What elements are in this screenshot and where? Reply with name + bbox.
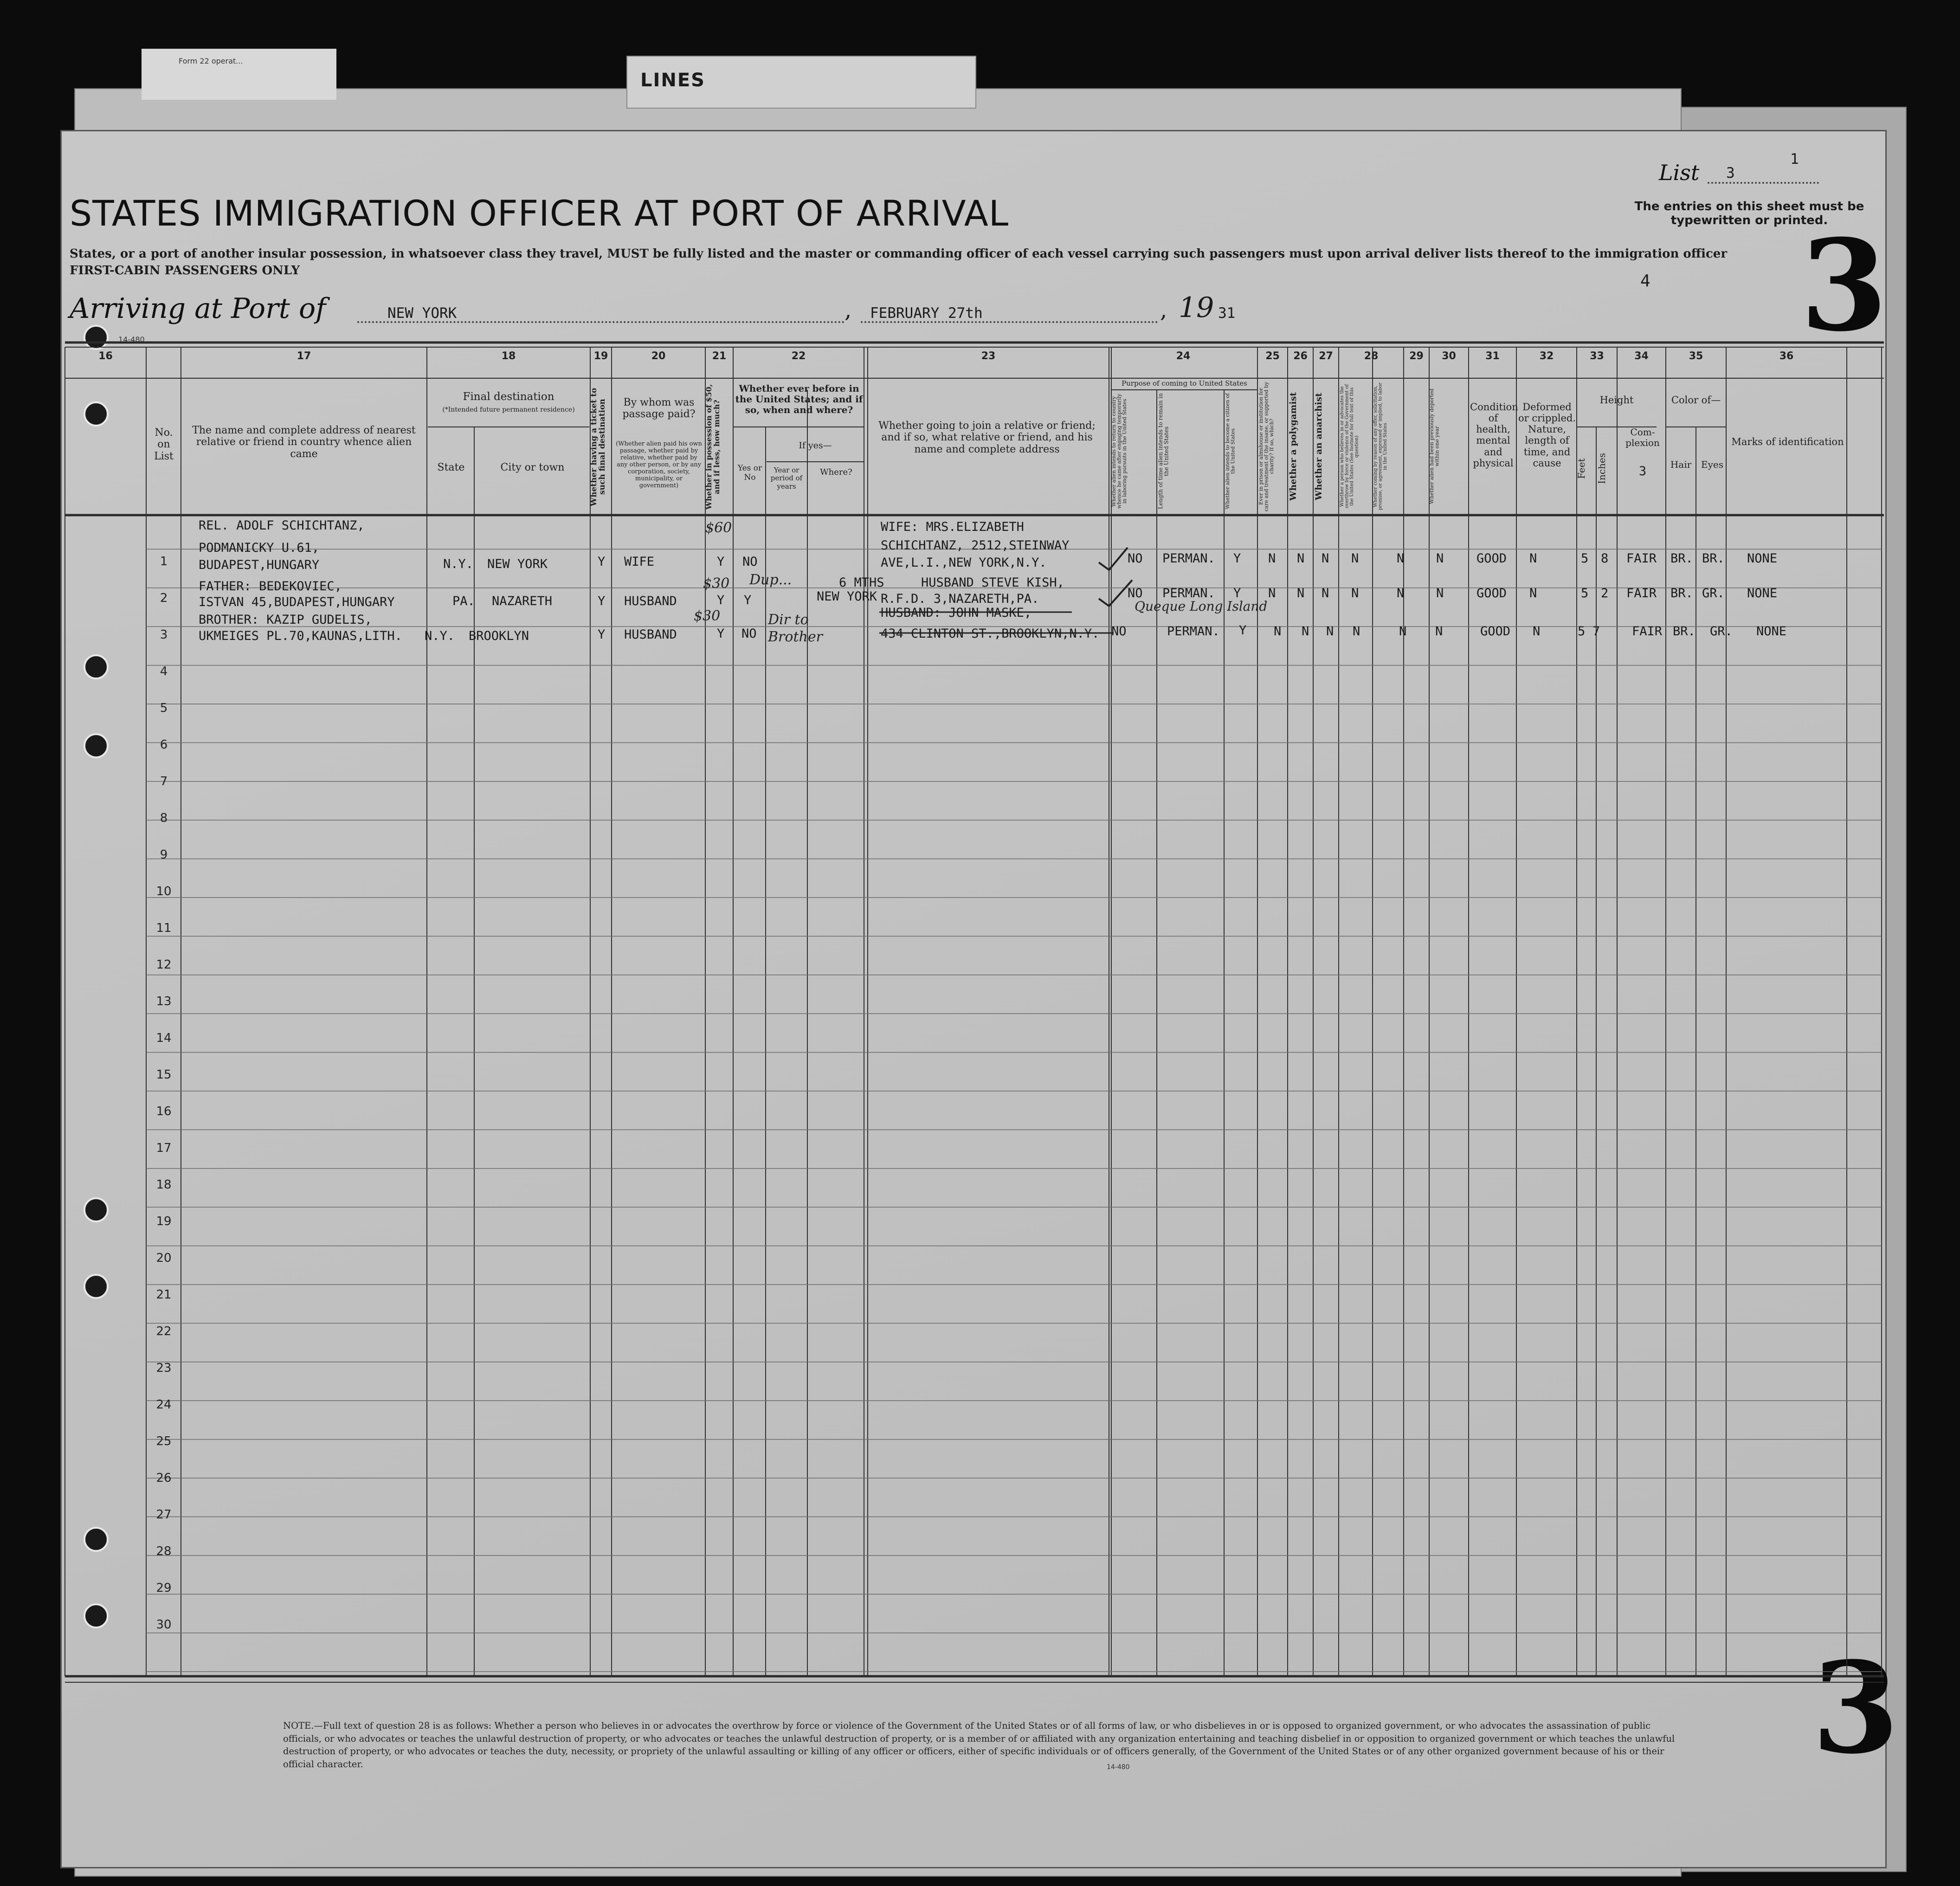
header-feet: Feet [1576, 458, 1587, 479]
list-label: List [1659, 160, 1700, 185]
return-intent-value: NO [1111, 624, 1127, 639]
header-polygamist: Whether a polygamist [1288, 392, 1298, 501]
year-prefix: 19 [1179, 291, 1214, 324]
header-health: Condition of health, mental and physical [1470, 401, 1518, 469]
q27-value: N [1322, 551, 1329, 566]
relative-line: BUDAPEST,HUNGARY [199, 558, 320, 572]
column-number: 36 [1779, 350, 1794, 362]
complexion-value: FAIR [1632, 624, 1663, 639]
row-number: 24 [156, 1398, 172, 1412]
row-number: 13 [156, 995, 172, 1008]
destination-city: NAZARETH [492, 594, 553, 608]
ticket-value: Y [598, 594, 606, 608]
header-money: Whether in possession of $50, and if less, how much? [704, 384, 721, 510]
column-number: 17 [297, 350, 311, 362]
header-deformed: Deformed or crippled. Nature, length of time, and cause [1518, 401, 1576, 469]
before-handwritten-note: Brother [768, 629, 823, 645]
comma: , [1160, 297, 1167, 323]
column-number: 27 [1319, 350, 1333, 362]
hair-value: BR. [1673, 624, 1696, 639]
row-number: 22 [156, 1324, 172, 1338]
before-handwritten-note: Dup... [749, 572, 792, 588]
column-number: 30 [1442, 350, 1456, 362]
row-number: 19 [156, 1214, 172, 1228]
header-complexion: Com-plexion [1625, 426, 1660, 448]
sheet-number-bottom: 3 [1812, 1634, 1899, 1782]
row-number: 15 [156, 1068, 172, 1082]
header-if-yes: If yes— [799, 440, 832, 451]
q26-value: N [1302, 624, 1309, 639]
row-number: 27 [156, 1508, 172, 1522]
complexion-mark: 3 [1638, 464, 1647, 478]
first-cabin-label: FIRST-CABIN PASSENGERS ONLY [70, 264, 300, 278]
height-feet: 5 [1578, 624, 1586, 639]
header-inches: Inches [1596, 453, 1607, 484]
deformed-value: N [1533, 624, 1541, 639]
header-deported: Whether alien had been previously deported within one year [1429, 388, 1440, 504]
header-height: Height [1599, 394, 1634, 406]
row-number: 23 [156, 1361, 172, 1375]
row-number: 28 [156, 1544, 172, 1558]
header-year-period: Year or period of years [770, 466, 803, 491]
row-number: 9 [160, 848, 168, 862]
join-line: 434 CLINTON ST.,BROOKLYN,N.Y. [881, 627, 1100, 641]
typewritten-instruction: The entries on this sheet must be typewritten or printed. [1634, 200, 1864, 227]
header-prison: Ever in prison or almshouse or institution for care and treatment of the insane, or supported by charity? If so, which? [1258, 381, 1275, 511]
column-number: 34 [1634, 350, 1649, 362]
header-return-intent: Whether alien intends to return to country whence he came after engaging temporarily in laboring pursuits in the United States [1111, 394, 1128, 509]
row-number: 16 [156, 1104, 172, 1118]
q25-value: N [1274, 624, 1282, 639]
return-intent-value: NO [1128, 586, 1143, 601]
header-passage-paid: By whom was passage paid? [622, 397, 696, 420]
header-passage-paid-note: (Whether alien paid his own passage, whether paid by relative, whether paid by any other person, or by any corporation, society, municipality, or government) [616, 440, 702, 489]
footnote-question-28: NOTE.—Full text of question 28 is as follows: Whether a person who believes in or advocates the overthrow by force or violence of the Government of the United States or of all forms of law, or who disbelieves in or is opposed to organized government, or who advocates the assassination of public officials, or who advocates or teaches the unlawful destruction of property, or who advocates or teaches the unlawful destruction of property, or is a member of or affiliated with any organization entertaining and teaching disbelief in or opposition to organized government or which teaches the unlawful destruction of property, or who advocates or teaches the duty, necessity, or propriety of the unlawful assaulting or killing of any officer or officers, either of specific individuals or of officers generally, of the Government of the United States or of any other organized government because of his or their official character. [283, 1720, 1675, 1770]
height-feet: 5 [1581, 586, 1589, 601]
row-number: 4 [160, 665, 168, 678]
join-handwritten-note: Queque Long Island [1135, 599, 1268, 614]
paid-by-value: WIFE [624, 555, 655, 569]
header-final-destination: Final destination [463, 391, 554, 403]
column-number: 32 [1539, 350, 1554, 362]
ticket-value: Y [598, 555, 606, 569]
column-number: 28 [1364, 350, 1379, 362]
header-state: State [437, 462, 465, 473]
citizen-value: Y [1233, 586, 1241, 601]
header-length-of-stay: Length of time alien intends to remain in the United States [1157, 393, 1170, 510]
row-number: 7 [160, 775, 168, 788]
comma: , [845, 297, 852, 323]
row-number: 10 [156, 885, 172, 898]
q29-value: N [1397, 586, 1405, 601]
return-intent-value: NO [1128, 551, 1143, 566]
header-citizen-intent: Whether alien intends to become a citizen of the United States [1225, 393, 1236, 510]
q30-value: N [1436, 586, 1444, 601]
header-join-relative: Whether going to join a relative or friend; and if so, what relative or friend, and his name and complete address [878, 420, 1096, 455]
q28-value: N [1353, 624, 1360, 639]
column-number: 20 [651, 350, 666, 362]
destination-city: BROOKLYN [469, 629, 529, 643]
relative-line: UKMEIGES PL.70,KAUNAS,LITH. [199, 629, 402, 643]
row-number: 25 [156, 1434, 172, 1448]
row-number: 3 [160, 628, 168, 642]
column-number: 21 [712, 350, 727, 362]
header-anarchist: Whether an anarchist [1314, 393, 1324, 500]
column-number: 29 [1409, 350, 1424, 362]
header-final-destination-note: (*Intended future permanent residence) [442, 406, 575, 413]
form-tab-label: Form 22 operat... [179, 57, 243, 65]
paid-by-value: HUSBAND [624, 627, 677, 642]
column-number: 18 [501, 350, 516, 362]
q30-value: N [1436, 551, 1444, 566]
height-feet: 5 [1581, 551, 1589, 566]
join-line: AVE,L.I.,NEW YORK,N.Y. [881, 555, 1047, 570]
money-value: Y [717, 593, 725, 607]
header-yes-no: Yes or No [737, 464, 762, 482]
relative-line: PODMANICKY U.61, [199, 541, 320, 555]
q27-value: N [1322, 586, 1329, 601]
before-value: NO [742, 555, 758, 569]
destination-state: N.Y. [425, 629, 455, 643]
list-number: 3 [1726, 165, 1735, 181]
money-value: Y [717, 555, 725, 569]
deformed-value: N [1529, 551, 1537, 566]
column-number: 33 [1590, 350, 1604, 362]
row-number: 30 [156, 1618, 172, 1632]
row-number: 29 [156, 1581, 172, 1595]
marks-value: NONE [1747, 551, 1778, 566]
form-code: 14-480 [118, 335, 145, 344]
money-value: Y [717, 627, 725, 641]
column-number: 25 [1265, 350, 1280, 362]
column-number: 22 [791, 350, 806, 362]
citizen-value: Y [1239, 623, 1247, 638]
marks-value: NONE [1747, 586, 1778, 601]
join-line: WIFE: MRS.ELIZABETH [881, 520, 1024, 534]
before-period: 6 MTHS [839, 575, 884, 590]
column-number: 35 [1689, 350, 1703, 362]
before-value: NO [741, 627, 757, 641]
relative-line: BROTHER: KAZIP GUDELIS, [199, 613, 372, 627]
header-nearest-relative: The name and complete address of nearest relative or friend in country whence alien came [192, 425, 416, 460]
header-where: Where? [820, 467, 852, 477]
money-note: $60 [705, 520, 732, 536]
citizen-value: Y [1233, 551, 1241, 566]
column-number: 26 [1293, 350, 1308, 362]
complexion-value: FAIR [1626, 586, 1657, 601]
relative-line: FATHER: BEDEKOVIEC, [199, 579, 342, 594]
destination-state: PA. [452, 594, 475, 608]
q26-value: N [1297, 586, 1305, 601]
length-value: PERMAN. [1162, 586, 1215, 601]
hair-value: BR. [1670, 586, 1693, 601]
side-number: 4 [1640, 271, 1651, 291]
row-number: 26 [156, 1471, 172, 1485]
q28-value: N [1351, 551, 1359, 566]
q25-value: N [1268, 586, 1276, 601]
join-line: SCHICHTANZ, 2512,STEINWAY [881, 538, 1070, 553]
header-before-in-us: Whether ever before in the United States; and if so, when and where? [735, 383, 863, 415]
row-number: 20 [156, 1251, 172, 1265]
eyes-value: GR. [1702, 586, 1725, 601]
header-eyes: Eyes [1701, 459, 1723, 470]
q29-value: N [1397, 551, 1405, 566]
destination-state: N.Y. [443, 557, 474, 571]
column-number: 23 [981, 350, 996, 362]
column-number: 24 [1176, 350, 1191, 362]
row-number: 18 [156, 1178, 172, 1192]
money-note: $30 [694, 608, 721, 624]
row-number: 11 [156, 921, 172, 935]
marks-value: NONE [1756, 624, 1787, 639]
join-line: HUSBAND STEVE KISH, [921, 575, 1064, 590]
eyes-value: BR. [1702, 551, 1725, 566]
join-line: R.F.D. 3,NAZARETH,PA. [881, 592, 1039, 606]
footnote-code: 14-480 [1107, 1763, 1130, 1771]
destination-city: NEW YORK [487, 557, 548, 571]
row-number: 8 [160, 811, 168, 825]
header-color-of: Color of— [1671, 394, 1721, 406]
header-ticket: Whether having a ticket to such final destination [589, 388, 607, 506]
header-purpose: Purpose of coming to United States [1122, 379, 1247, 388]
header-no-on-list: No. on List [154, 427, 174, 462]
q27-value: N [1326, 624, 1334, 639]
height-inches: 2 [1601, 586, 1609, 601]
eyes-value: GR. [1710, 624, 1733, 639]
height-inches: 7 [1592, 624, 1600, 639]
row-number: 14 [156, 1031, 172, 1045]
health-value: GOOD [1476, 551, 1507, 566]
sheet-number-top: 3 [1800, 212, 1888, 359]
join-line: HUSBAND: JOHN MASKE, [881, 606, 1032, 620]
header-question-28: Whether a person who believes in or advocates the overthrow by force or violence of the Government of the United States (See footnote for full text of this question) [1340, 384, 1360, 509]
port-value: NEW YORK [387, 305, 457, 322]
list-mark: 1 [1790, 151, 1799, 168]
q28-value: N [1351, 586, 1359, 601]
header-hair: Hair [1670, 459, 1692, 470]
row-number: 17 [156, 1141, 172, 1155]
date-value: FEBRUARY 27th [870, 305, 983, 322]
before-where: NEW YORK [817, 589, 877, 604]
year-suffix: 31 [1218, 305, 1236, 322]
height-inches: 8 [1601, 551, 1609, 566]
before-value: Y [744, 593, 752, 607]
column-number: 31 [1485, 350, 1500, 362]
length-value: PERMAN. [1162, 551, 1215, 566]
header-marks: Marks of identification [1731, 436, 1844, 447]
q30-value: N [1435, 624, 1443, 639]
header-city: City or town [500, 462, 565, 473]
q25-value: N [1268, 551, 1276, 566]
header-labor-offer: Whether coming by reason of any offer, solicitation, promise, or agreement, expressed or implied, to labor in the United States [1373, 382, 1388, 510]
lines-tab-label: LINES [640, 70, 705, 91]
complexion-value: FAIR [1626, 551, 1657, 566]
before-handwritten-note: Dir to [768, 612, 809, 628]
relative-line: REL. ADOLF SCHICHTANZ, [199, 518, 365, 533]
q26-value: N [1297, 551, 1305, 566]
relative-line: ISTVAN 45,BUDAPEST,HUNGARY [199, 595, 395, 609]
row-number: 12 [156, 958, 172, 972]
paid-by-value: HUSBAND [624, 594, 677, 608]
health-value: GOOD [1476, 586, 1507, 601]
page-title: STATES IMMIGRATION OFFICER AT PORT OF ARRIVAL [70, 193, 1009, 234]
deformed-value: N [1529, 586, 1537, 601]
row-number: 6 [160, 738, 168, 752]
arriving-label: Arriving at Port of [70, 292, 326, 325]
column-number: 16 [98, 350, 113, 362]
length-value: PERMAN. [1167, 624, 1220, 639]
health-value: GOOD [1480, 624, 1511, 639]
header-instruction-line: States, or a port of another insular possession, in whatsoever class they travel, MUST be fully listed and the master or commanding officer of each vessel carrying such passengers must upon arrival deliver lists thereof to the immigration officer [70, 247, 1728, 261]
ticket-value: Y [598, 627, 606, 642]
row-number: 5 [160, 701, 168, 715]
row-number: 21 [156, 1288, 172, 1302]
row-number: 1 [160, 555, 168, 568]
money-note: $30 [703, 575, 730, 592]
q29-value: N [1399, 624, 1407, 639]
row-number: 2 [160, 591, 168, 605]
hair-value: BR. [1670, 551, 1693, 566]
column-number: 19 [593, 350, 608, 362]
